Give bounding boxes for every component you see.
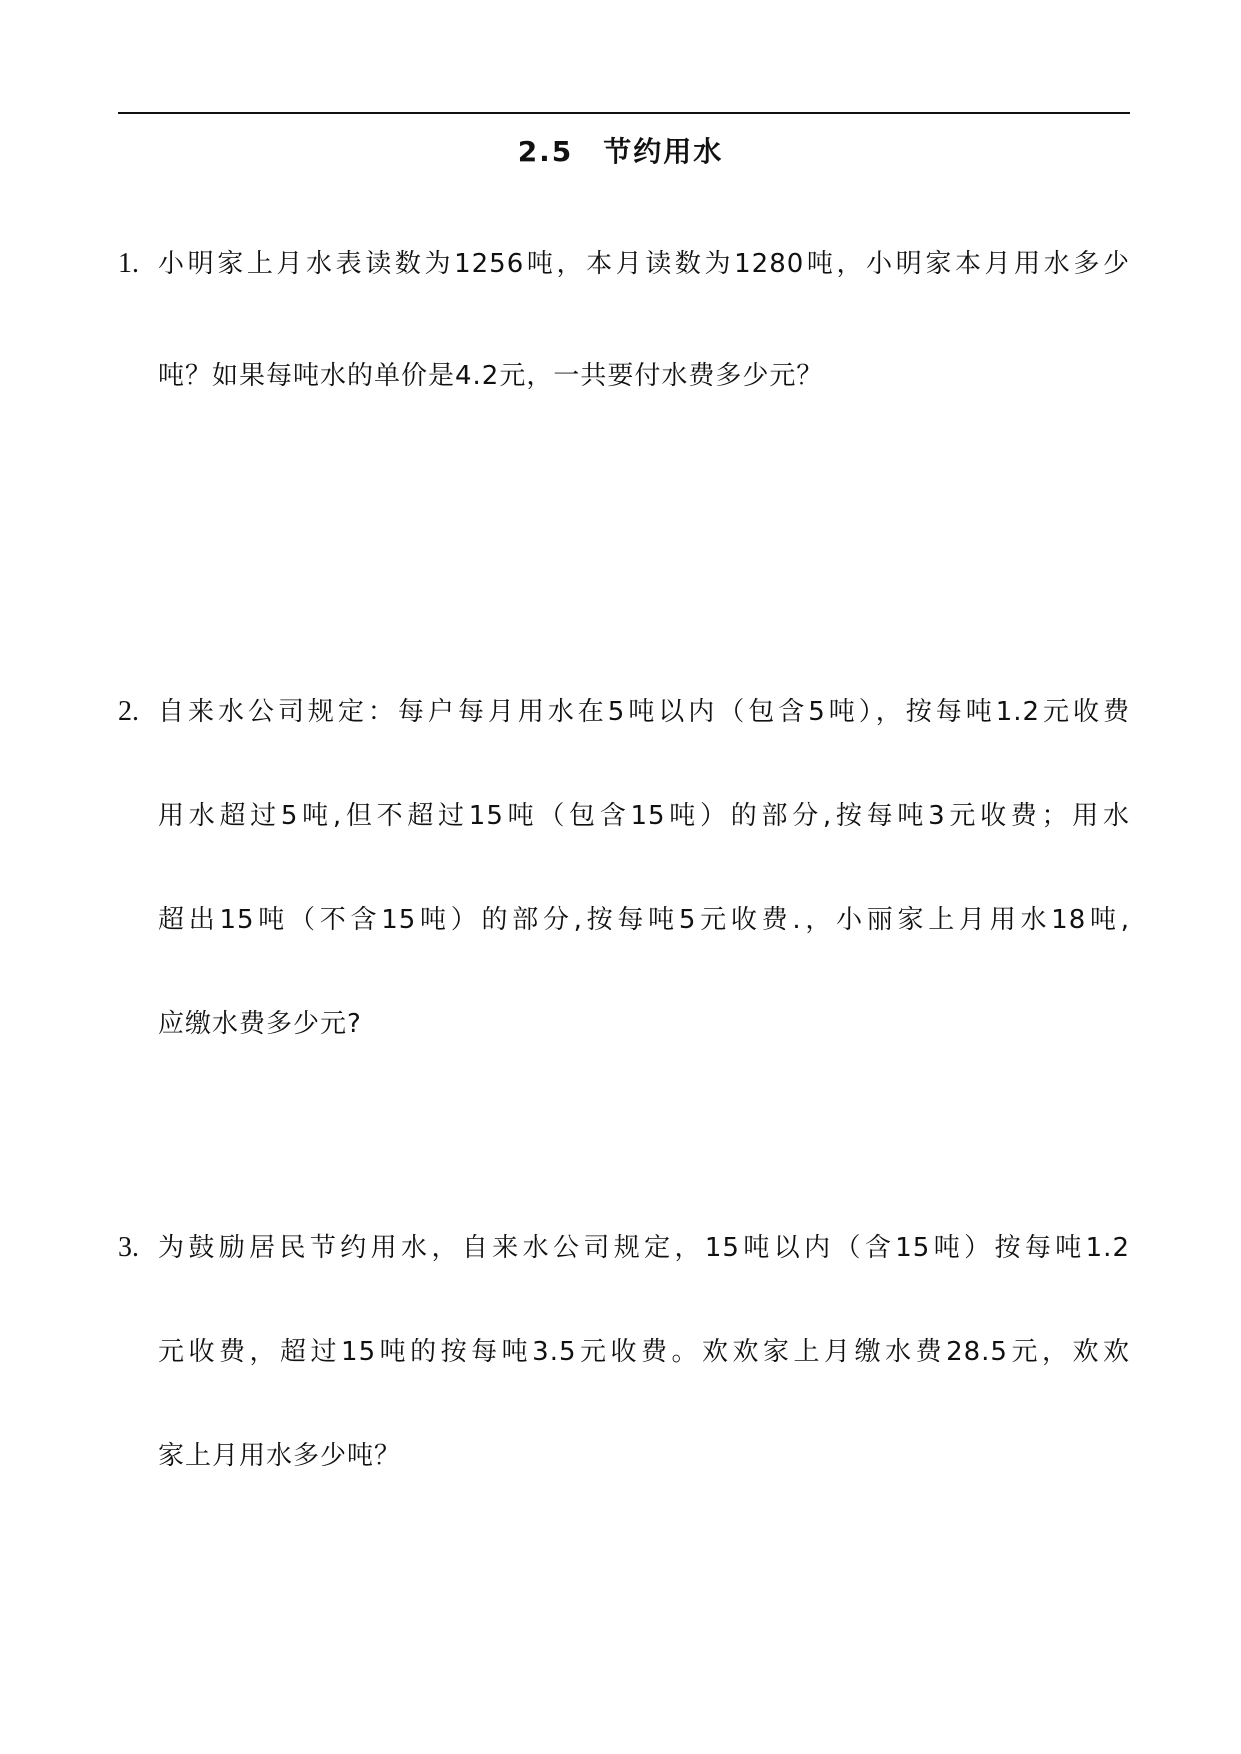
question-text-line: 为鼓励居民节约用水，自来水公司规定，15吨以内（含15吨）按每吨1.2 bbox=[158, 1233, 1130, 1263]
question-text-line: 自来水公司规定：每户每月用水在5吨以内（包含5吨），按每吨1.2元收费 bbox=[158, 697, 1130, 727]
question-text-line: 超出15吨（不含15吨）的部分,按每吨5元收费.，小丽家上月用水18吨, bbox=[158, 905, 1130, 935]
question-text-line: 小明家上月水表读数为1256吨，本月读数为1280吨，小明家本月用水多少 bbox=[158, 249, 1130, 279]
question-text-line: 元收费，超过15吨的按每吨3.5元收费。欢欢家上月缴水费28.5元，欢欢 bbox=[158, 1337, 1130, 1367]
question-text-line: 吨？如果每吨水的单价是4.2元，一共要付水费多少元？ bbox=[158, 361, 824, 391]
question-2 bbox=[118, 692, 1130, 1052]
question-text-line: 应缴水费多少元? bbox=[158, 1009, 362, 1039]
header-rule bbox=[118, 112, 1130, 114]
question-number: 3. bbox=[118, 1232, 139, 1263]
page-title: 2.5 节约用水 bbox=[517, 135, 724, 168]
question-number: 1. bbox=[118, 248, 139, 279]
question-number: 2. bbox=[118, 696, 139, 727]
question-text-line: 用水超过5吨,但不超过15吨（包含15吨）的部分,按每吨3元收费；用水 bbox=[158, 801, 1130, 831]
question-text-line: 家上月用水多少吨？ bbox=[158, 1441, 402, 1471]
question-1 bbox=[118, 244, 1130, 404]
question-3 bbox=[118, 1228, 1130, 1488]
